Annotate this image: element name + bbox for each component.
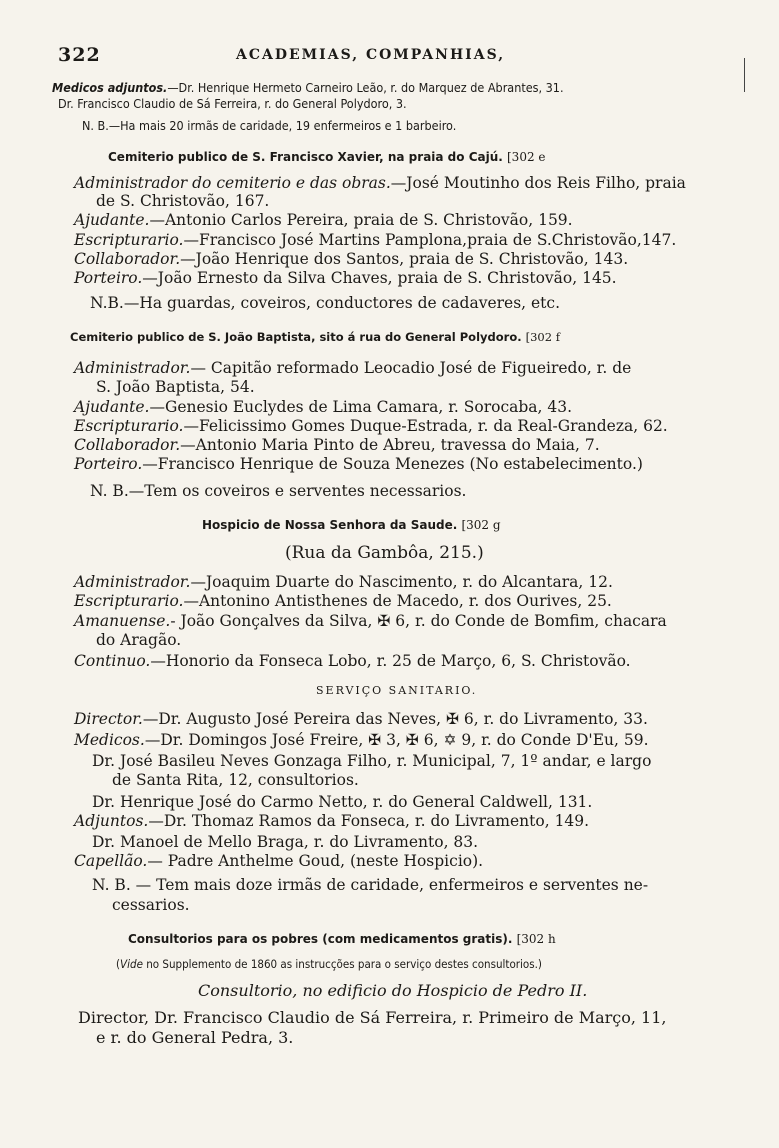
- margin-mark: [744, 58, 745, 92]
- entry-medico-2: Dr. José Basileu Neves Gonzaga Filho, r. Municipal, 7, 1º andar, e largo: [92, 752, 652, 770]
- entry-porteiro: Porteiro.—João Ernesto da Silva Chaves, praia de S. Christovão, 145.: [74, 269, 617, 287]
- section-heading-hospicio: Hospicio de Nossa Senhora da Saude. [302 g: [202, 518, 501, 532]
- section-heading-cemiterio-caju: Cemiterio publico de S. Francisco Xavier, na praia do Cajú. [302 e: [108, 150, 546, 164]
- entry-ajudante: Ajudante.—Antonio Carlos Pereira, praia de S. Christovão, 159.: [74, 211, 573, 229]
- nb-irmas-line: N. B.—Ha mais 20 irmãs de caridade, 19 enfermeiros e 1 barbeiro.: [82, 118, 457, 133]
- entry-amanuense: Amanuense.- João Gonçalves da Silva, ✠ 6, r. do Conde de Bomfim, chacara: [74, 612, 667, 630]
- section-heading-consultorios: Consultorios para os pobres (com medicamentos gratis). [302 h: [128, 932, 556, 946]
- entry-continuation: de Santa Rita, 12, consultorios.: [112, 771, 359, 789]
- entry-director-consultorio: Director, Dr. Francisco Claudio de Sá Ferreira, r. Primeiro de Março, 11,: [78, 1008, 667, 1027]
- entry-continuo: Continuo.—Honorio da Fonseca Lobo, r. 25 de Março, 6, S. Christovão.: [74, 652, 631, 670]
- entry-medico-3: Dr. Henrique José do Carmo Netto, r. do General Caldwell, 131.: [92, 793, 593, 811]
- section-heading-cemiterio-joao: Cemiterio publico de S. João Baptista, sito á rua do General Polydoro. [302 f: [70, 330, 560, 344]
- entry-continuation: e r. do General Pedra, 3.: [96, 1028, 294, 1047]
- consultorio-subheading: Consultorio, no edificio do Hospicio de Pedro II.: [198, 981, 588, 1000]
- entry-collaborador: Collaborador.—João Henrique dos Santos, praia de S. Christovão, 143.: [74, 250, 629, 268]
- entry-administrador: Administrador.—Joaquim Duarte do Nascimento, r. do Alcantara, 12.: [74, 573, 613, 591]
- hospicio-address: (Rua da Gambôa, 215.): [285, 543, 484, 563]
- entry-ajudante: Ajudante.—Genesio Euclydes de Lima Camara, r. Sorocaba, 43.: [74, 398, 573, 416]
- entry-escripturario: Escripturario.—Francisco José Martins Pamplona,praia de S.Christovão,147.: [74, 231, 677, 249]
- nota-bene: N. B.—Tem os coveiros e serventes necessarios.: [90, 482, 467, 500]
- medicos-adjuntos-line-2: Dr. Francisco Claudio de Sá Ferreira, r. do General Polydoro, 3.: [58, 96, 407, 111]
- subsection-heading-servico: SERVIÇO SANITARIO.: [316, 684, 478, 697]
- nota-bene: N. B. — Tem mais doze irmãs de caridade, enfermeiros e serventes ne-: [92, 876, 649, 894]
- entry-continuation: S. João Baptista, 54.: [96, 378, 255, 396]
- entry-medicos: Medicos.—Dr. Domingos José Freire, ✠ 3, ✠ 6, ✡ 9, r. do Conde D'Eu, 59.: [74, 731, 649, 749]
- page-number: 322: [58, 44, 101, 66]
- entry-escripturario: Escripturario.—Felicissimo Gomes Duque-Estrada, r. da Real-Grandeza, 62.: [74, 417, 668, 435]
- entry-escripturario: Escripturario.—Antonino Antisthenes de Macedo, r. dos Ourives, 25.: [74, 592, 612, 610]
- medicos-adjuntos-line: Medicos adjuntos.—Dr. Henrique Hermeto Carneiro Leão, r. do Marquez de Abrantes, 31.: [52, 80, 564, 95]
- vide-note: (Vide no Supplemento de 1860 as instrucções para o serviço destes consultorios.): [116, 957, 542, 971]
- entry-collaborador: Collaborador.—Antonio Maria Pinto de Abreu, travessa do Maia, 7.: [74, 436, 600, 454]
- entry-adjuntos: Adjuntos.—Dr. Thomaz Ramos da Fonseca, r. do Livramento, 149.: [74, 812, 590, 830]
- entry-director: Director.—Dr. Augusto José Pereira das Neves, ✠ 6, r. do Livramento, 33.: [74, 710, 648, 728]
- entry-porteiro: Porteiro.—Francisco Henrique de Souza Menezes (No estabelecimento.): [74, 455, 643, 473]
- entry-adjunto-2: Dr. Manoel de Mello Braga, r. do Livramento, 83.: [92, 833, 479, 851]
- entry-continuation: do Aragão.: [96, 631, 182, 649]
- nota-bene: N.B.—Ha guardas, coveiros, conductores de cadaveres, etc.: [90, 294, 561, 312]
- page-header: [58, 44, 728, 66]
- running-title: ACADEMIAS, COMPANHIAS,: [236, 47, 506, 63]
- entry-continuation: de S. Christovão, 167.: [96, 192, 270, 210]
- entry-capellao: Capellão.— Padre Anthelme Goud, (neste Hospicio).: [74, 852, 484, 870]
- entry-continuation: cessarios.: [112, 896, 190, 914]
- entry-administrador: Administrador.— Capitão reformado Leocadio José de Figueiredo, r. de: [74, 359, 632, 377]
- entry-administrador: Administrador do cemiterio e das obras.—José Moutinho dos Reis Filho, praia: [74, 174, 686, 192]
